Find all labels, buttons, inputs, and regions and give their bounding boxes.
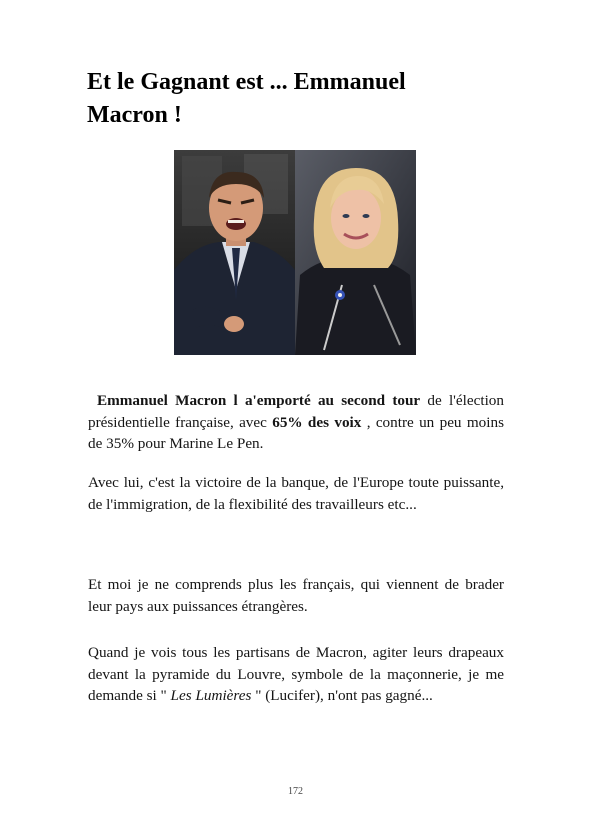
le-pen-portrait — [295, 150, 416, 355]
paragraph-4-italic: Les Lumières — [170, 687, 252, 704]
paragraph-1 — [88, 390, 504, 455]
page-number: 172 — [288, 786, 303, 797]
paragraph-4-text-b: " (Lucifer), n'ont pas gagné... — [251, 687, 433, 704]
paragraph-2: Avec lui, c'est la victoire de la banque, de l'Europe toute puissante, de l'immigration, de la flexibilité des travailleurs etc... — [88, 474, 504, 513]
paragraph-1-bold-lead: Emmanuel Macron l a'emporté au second tour — [97, 392, 421, 409]
macron-portrait — [174, 150, 295, 355]
paragraph-4-text-a: Quand je vois tous les partisans de Macron, agiter leurs drapeaux devant la pyramide du Louvre, symbole de la maçonnerie, je me demande si " — [88, 644, 504, 704]
paragraph-1-text-b: , contre un peu moins de 35% pour Marine Le Pen. — [88, 413, 504, 452]
paragraph-3: Et moi je ne comprends plus les français, qui viennent de brader leur pays aux puissances étrangères. — [88, 576, 504, 615]
page-title: Et le Gagnant est ... Emmanuel Macron ! — [87, 69, 406, 128]
paragraph-4 — [88, 642, 504, 707]
candidates-photo — [174, 150, 416, 355]
paragraph-1-text-a: de l'élection présidentielle française, avec — [88, 392, 504, 431]
paragraph-1-bold-mid: 65% des voix — [272, 413, 362, 431]
